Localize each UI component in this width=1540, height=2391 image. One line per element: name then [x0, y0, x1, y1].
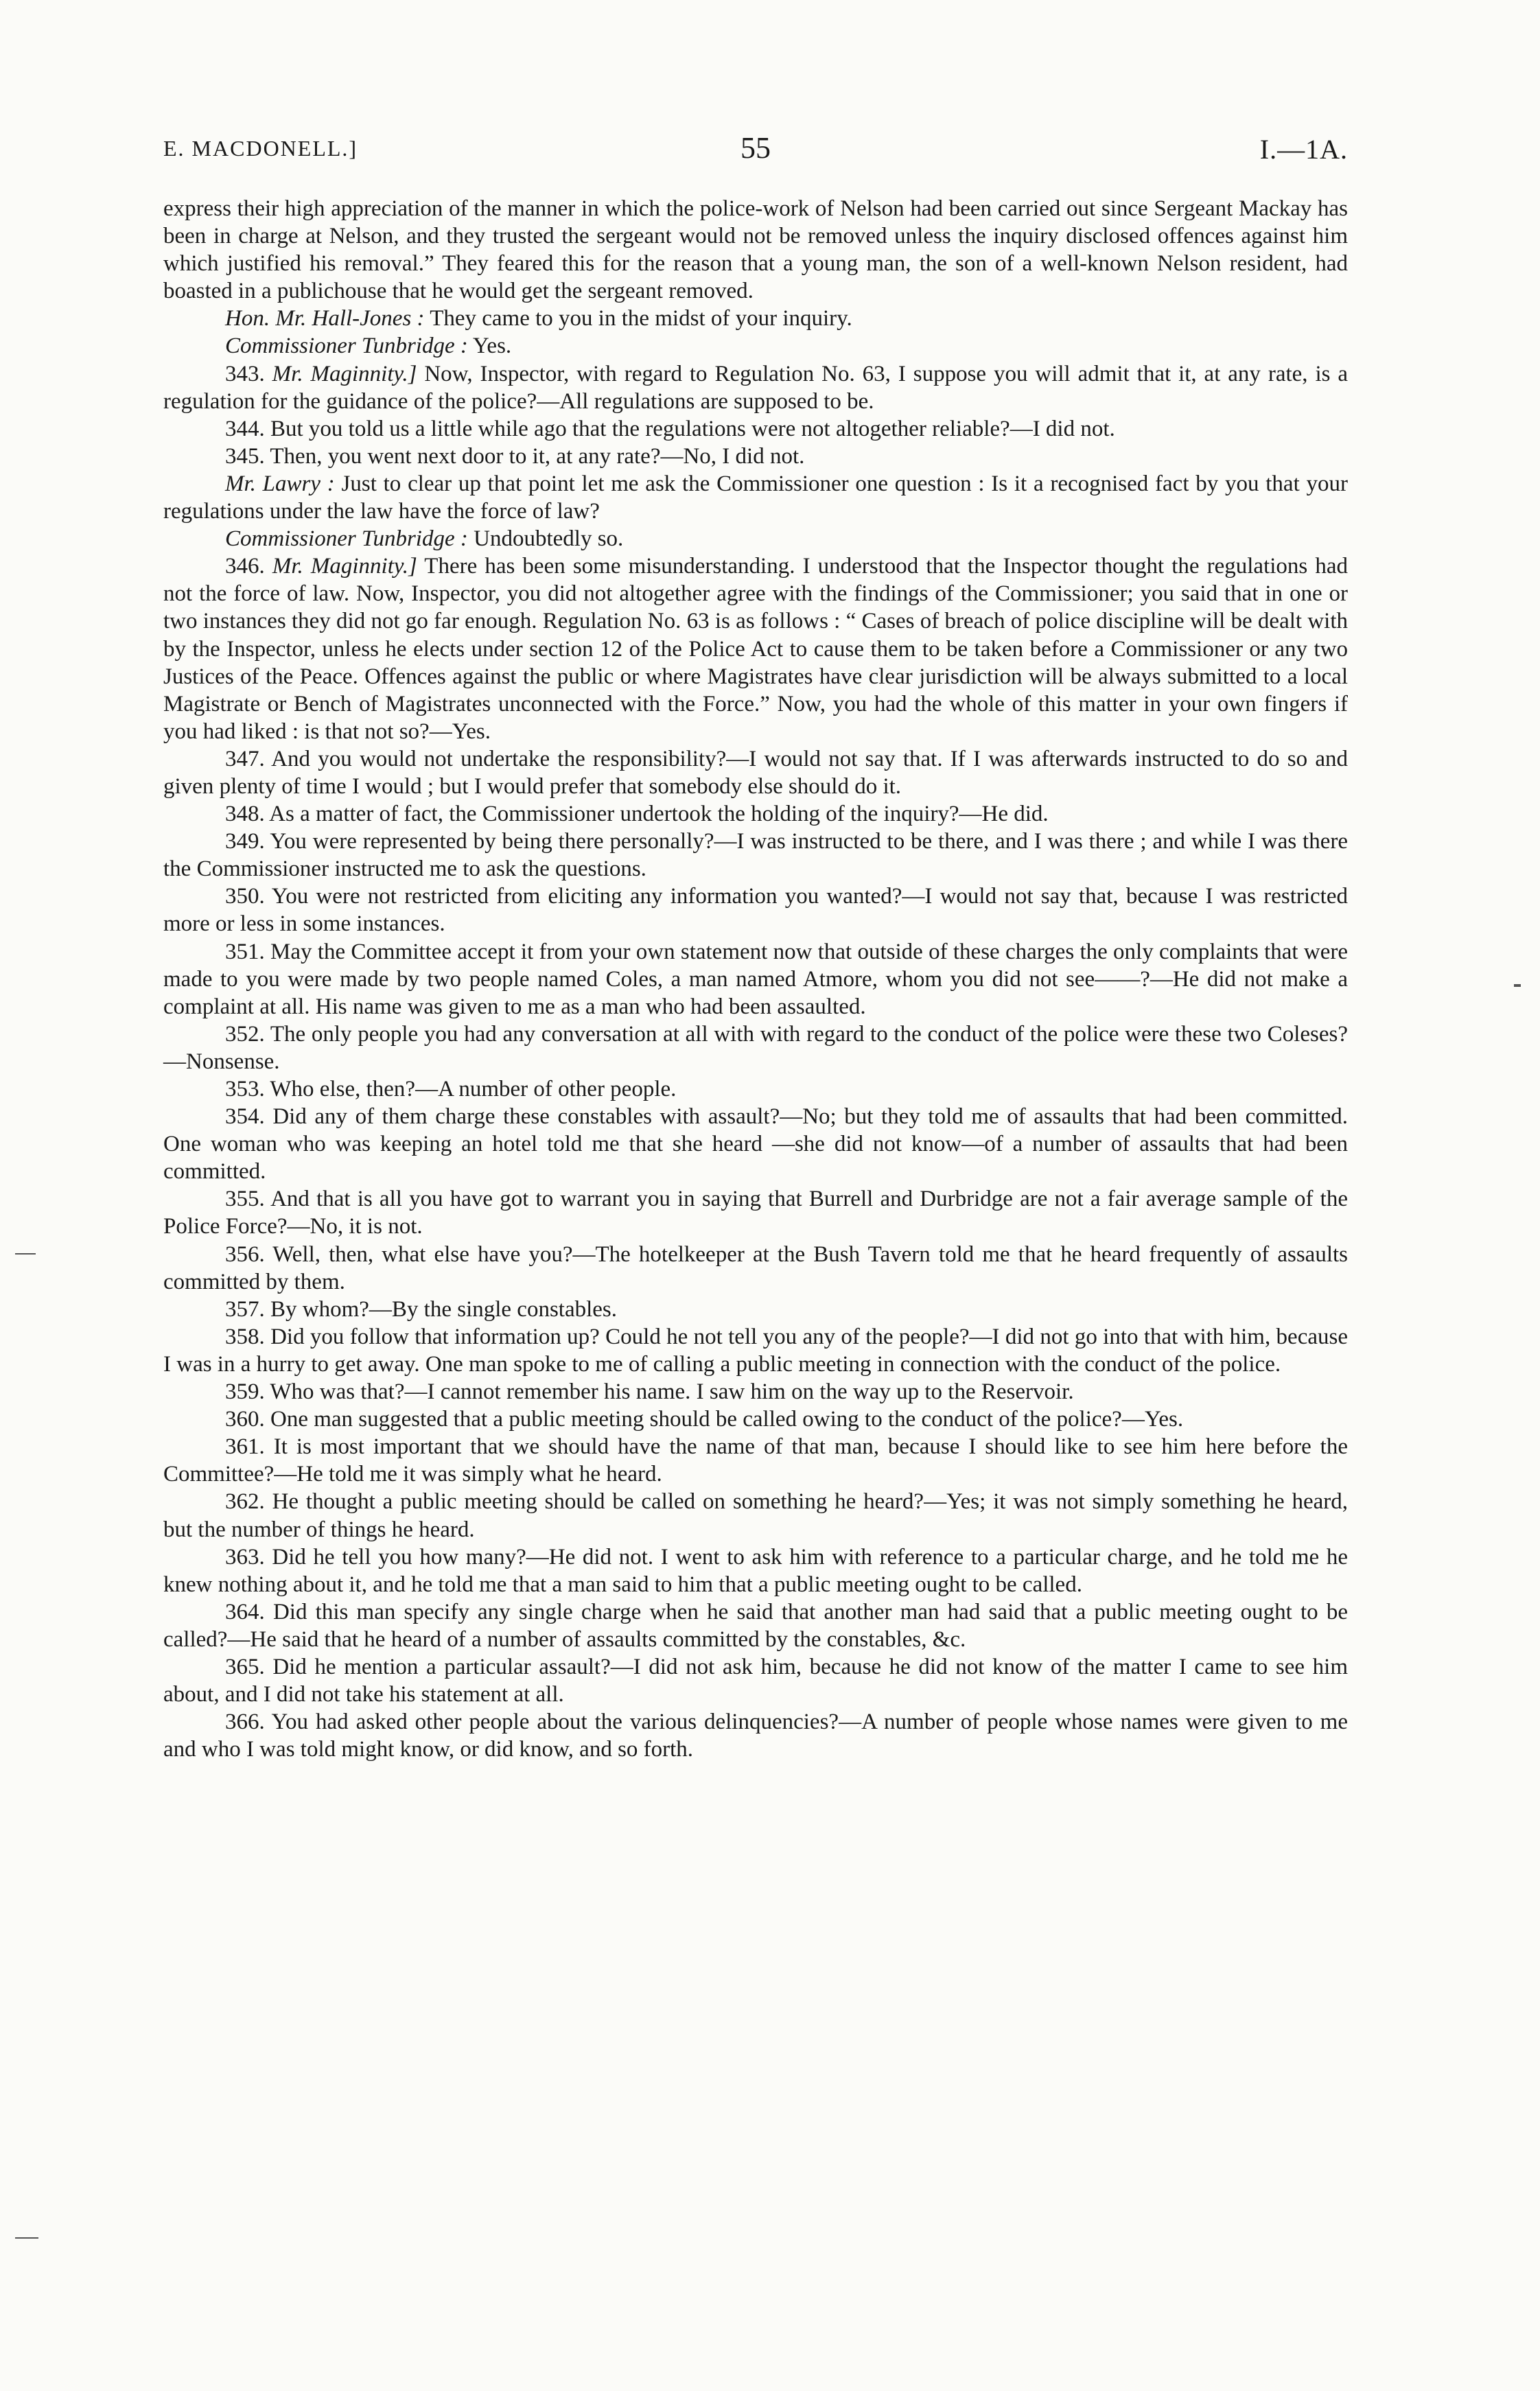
question: 346. Mr. Maginnity.] There has been some misunderstanding. I understood that the Inspector thought the regulations had not the force of law. Now, Inspector, you did not altogether agree with the findings of the Commissioner; you said that in one or two instances they did not go far enough. Regulation No. 63 is as follows : “ Cases of breach of police discipline will be dealt with by the Inspector, unless he elects under section 12 of the Police Act to cause them to be taken before a Commissioner or any two Justices of the Peace. Offences against the public or where Magistrates have clear jurisdiction will be always submitted to a local Magistrate or Bench of Magistrates unconnected with the Force.” Now, you had the whole of this matter in your own fingers if you had liked : is that not so?—Yes. [163, 554, 1349, 744]
speaker: Mr. Maginnity.] [272, 361, 417, 386]
question: 349. You were represented by being there personally?—I was instructed to be there, and I was there ; and while I was there the Commissioner instructed me to ask the questions. [163, 829, 1348, 882]
header-author: E. MACDONELL.] [163, 136, 358, 161]
question: 358. Did you follow that information up? Could he not tell you any of the people?—I did not go into that with him, because I was in a hurry to get away. One man spoke to me of calling a public meeting in connection with the conduct of the police. [163, 1324, 1348, 1377]
paragraph: Commissioner Tunbridge : Yes. [225, 334, 512, 359]
speaker: Mr. Lawry : [225, 471, 335, 496]
question: 348. As a matter of fact, the Commissioner undertook the holding of the inquiry?—He did. [225, 802, 1049, 827]
question-number: 359. [225, 1379, 265, 1405]
paragraph: Commissioner Tunbridge : Undoubtedly so. [225, 526, 624, 552]
question: 362. He thought a public meeting should be called on something he heard?—Yes; it was not simply something he heard, but the number of things he heard. [163, 1489, 1348, 1542]
question-number: 351. [225, 939, 265, 964]
page-number: 55 [740, 131, 771, 165]
question: 353. Who else, then?—A number of other people. [225, 1077, 677, 1101]
question: 347. And you would not undertake the responsibility?—I would not say that. If I was afterwards instructed to do so and given plenty of time I would ; but I would prefer that somebody else should do it. [163, 746, 1348, 799]
question-number: 349. [225, 829, 265, 854]
question: 345. Then, you went next door to it, at any rate?—No, I did not. [225, 443, 805, 469]
question-number: 360. [225, 1407, 265, 1432]
question: 360. One man suggested that a public meeting should be called owing to the conduct of the police?—Yes. [225, 1407, 1184, 1432]
body-text [163, 195, 1348, 1763]
speaker: Mr. Maginnity.] [272, 554, 417, 579]
question-number: 343. [225, 361, 265, 386]
question-number: 358. [225, 1324, 265, 1349]
question-number: 354. [225, 1104, 265, 1130]
question: 343. Mr. Maginnity.] Now, Inspector, with regard to Regulation No. 63, I suppose you will admit that it, at any rate, is a regulation for the guidance of the police?—All regulations are supposed to be. [163, 361, 1349, 414]
question-number: 345. [225, 443, 265, 469]
question: 350. You were not restricted from eliciting any information you wanted?—I would not say that, because I was restricted more or less in some instances. [163, 884, 1348, 937]
question-number: 355. [225, 1187, 265, 1212]
question: 344. But you told us a little while ago that the regulations were not altogether reliable?—I did not. [225, 416, 1115, 441]
question-number: 365. [225, 1654, 265, 1679]
question-number: 356. [225, 1241, 265, 1267]
question-number: 361. [225, 1434, 265, 1460]
question: 366. You had asked other people about the various delinquencies?—A number of people whose names were given to me and who I was told might know, or did know, and so forth. [163, 1710, 1348, 1762]
question: 356. Well, then, what else have you?—The hotelkeeper at the Bush Tavern told me that he heard frequently of assaults committed by them. [163, 1241, 1348, 1294]
question-number: 353. [225, 1077, 265, 1101]
question-number: 344. [225, 416, 265, 441]
question: 364. Did this man specify any single charge when he said that another man had said that a public meeting ought to be called?—He said that he heard of a number of assaults committed by the constables, &c. [163, 1599, 1348, 1652]
question: 351. May the Committee accept it from your own statement now that outside of these charges the only complaints that were made to you were made by two people named Coles, a man named Atmore, whom you did not see——?—He did not make a complaint at all. His name was given to me as a man who had been assaulted. [163, 939, 1348, 1019]
question-number: 352. [225, 1021, 265, 1047]
paragraph: Hon. Mr. Hall-Jones : They came to you in the midst of your inquiry. [225, 306, 852, 331]
question: 352. The only people you had any conversation at all with with regard to the conduct of the police were these two Coleses?—Nonsense. [163, 1021, 1348, 1074]
speaker: Hon. Mr. Hall-Jones : [225, 306, 425, 331]
question-number: 363. [225, 1544, 265, 1570]
paragraph: express their high appreciation of the manner in which the police-work of Nelson had been carried out since Sergeant Mackay has been in charge at Nelson, and they trusted the sergeant would not be removed unless the inquiry disclosed offences against him which justified his removal.” They feared this for the reason that a young man, the son of a well-known Nelson resident, had boasted in a publichouse that he would get the sergeant removed. [163, 196, 1348, 304]
margin-mark [1514, 984, 1521, 987]
question: 361. It is most important that we should have the name of that man, because I should like to see him here before the Committee?—He told me it was simply what he heard. [163, 1434, 1348, 1487]
question-number: 347. [225, 746, 265, 771]
margin-mark [15, 1253, 36, 1255]
speaker: Commissioner Tunbridge : [225, 526, 468, 552]
question: 359. Who was that?—I cannot remember his name. I saw him on the way up to the Reservoir. [225, 1379, 1074, 1405]
question-number: 366. [225, 1710, 265, 1735]
question-number: 348. [225, 802, 265, 827]
paragraph: Mr. Lawry : Just to clear up that point let me ask the Commissioner one question : Is it a recognised fact by you that your regulations under the law have the force of law? [163, 471, 1348, 524]
question-number: 357. [225, 1296, 265, 1322]
question: 357. By whom?—By the single constables. [225, 1296, 618, 1322]
header-reference: I.—1A. [1259, 134, 1348, 165]
question: 354. Did any of them charge these constables with assault?—No; but they told me of assaults that had been committed. One woman who was keeping an hotel told me that she heard —she did not know—of a number of assaults that had been committed. [163, 1104, 1348, 1185]
question: 355. And that is all you have got to warrant you in saying that Burrell and Durbridge are not a fair average sample of the Police Force?—No, it is not. [163, 1187, 1348, 1239]
page-header [163, 130, 1348, 172]
question-number: 346. [225, 554, 265, 579]
question: 365. Did he mention a particular assault?—I did not ask him, because he did not know of the matter I came to see him about, and I did not take his statement at all. [163, 1654, 1348, 1707]
question-number: 362. [225, 1489, 265, 1515]
question-number: 350. [225, 884, 265, 909]
speaker: Commissioner Tunbridge : [225, 334, 468, 359]
margin-mark [15, 2237, 38, 2239]
question: 363. Did he tell you how many?—He did not. I went to ask him with reference to a particular charge, and he told me he knew nothing about it, and he told me that a man said to him that a public meeting ought to be called. [163, 1544, 1348, 1597]
question-number: 364. [225, 1599, 265, 1624]
